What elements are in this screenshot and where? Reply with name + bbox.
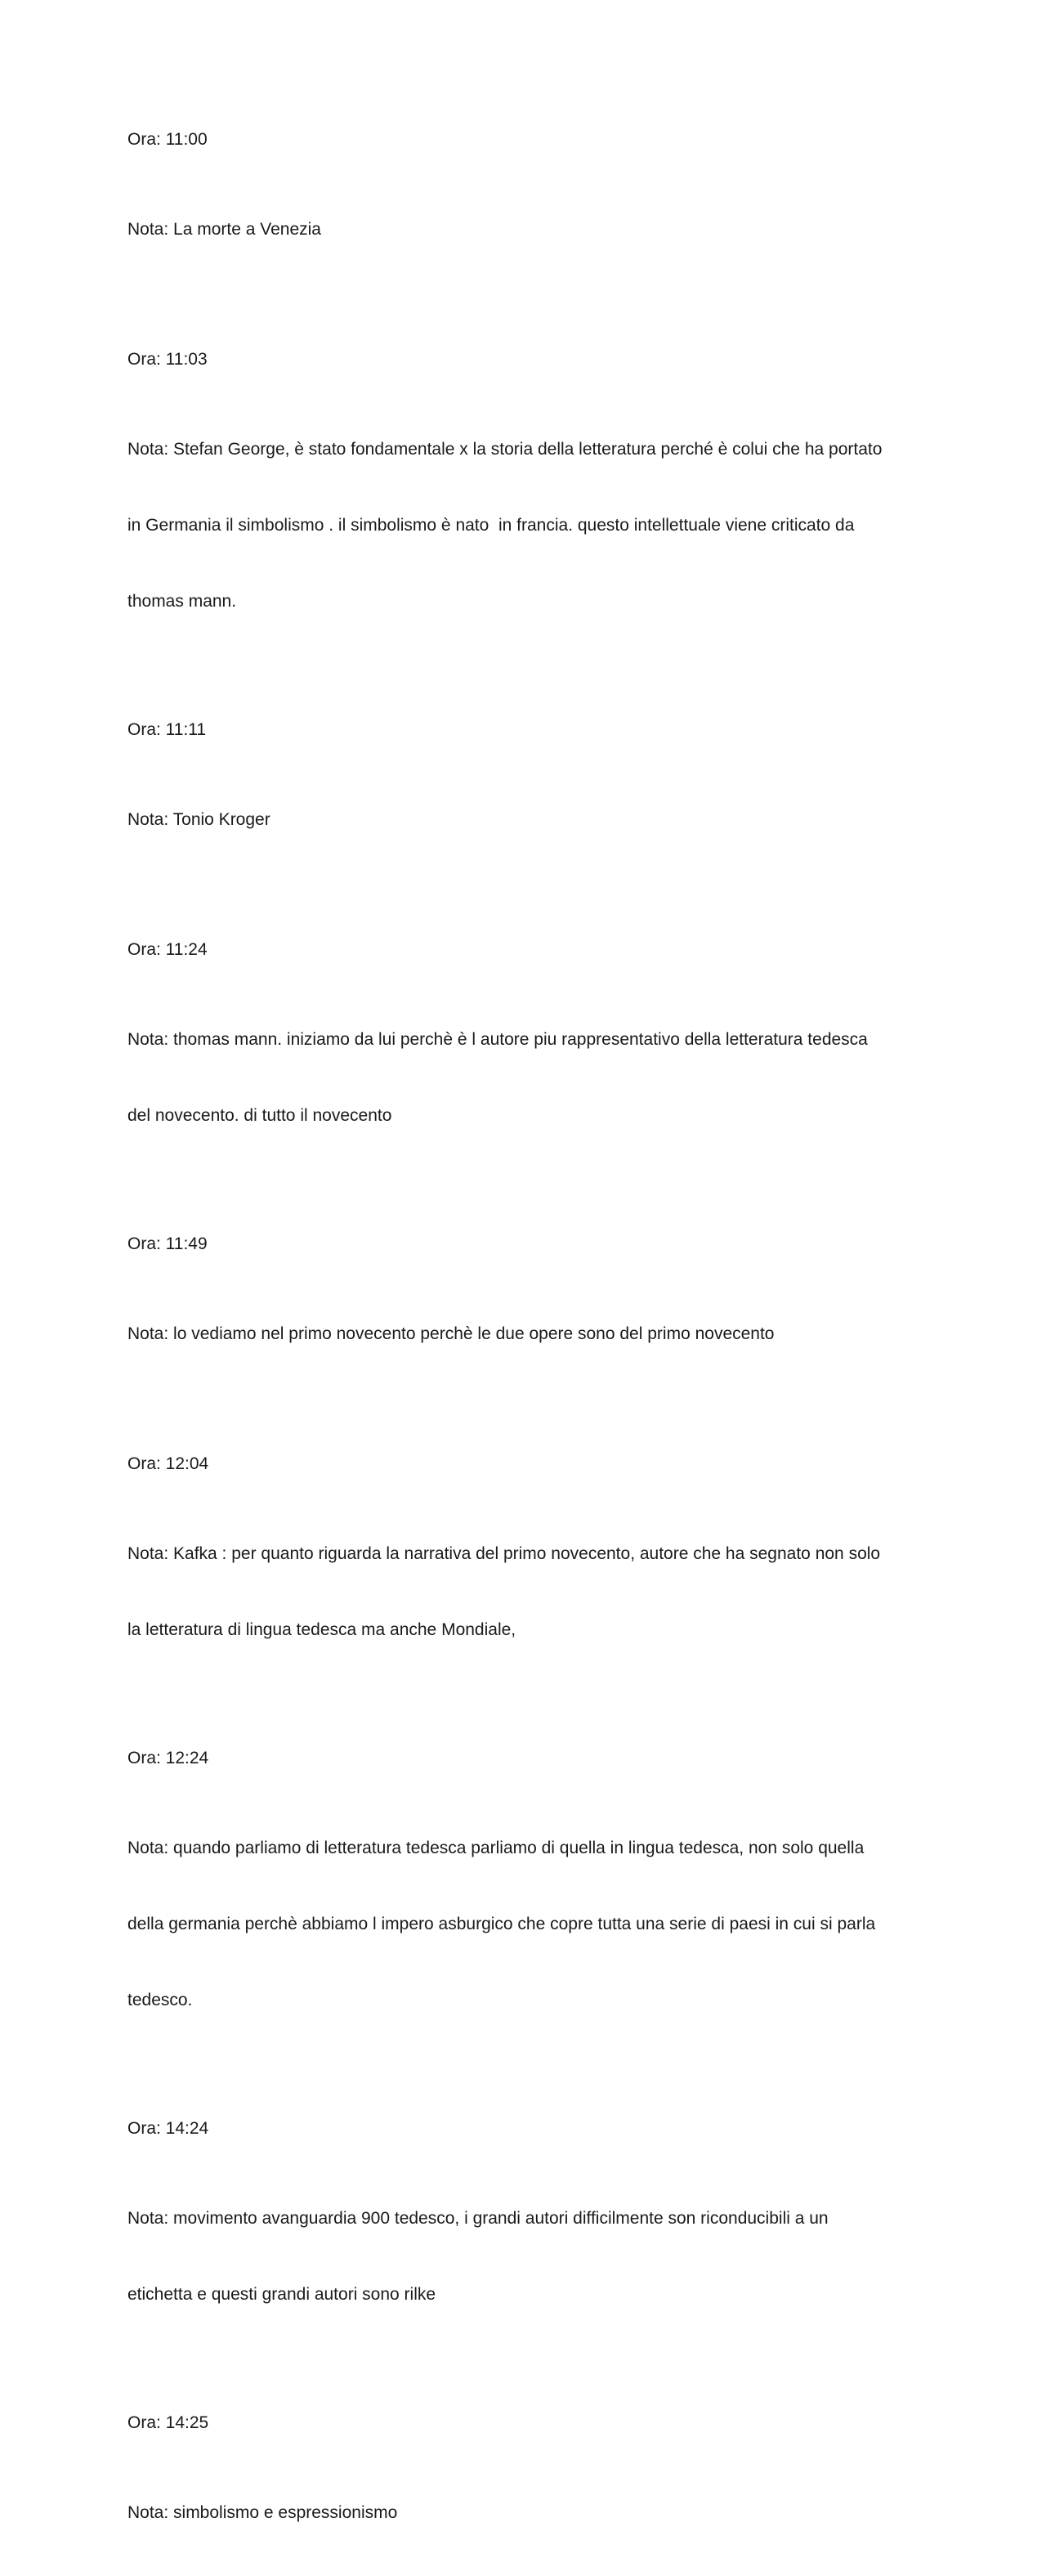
note-line: Nota: La morte a Venezia [127, 220, 321, 239]
entry-time: Ora: 11:49 [127, 1234, 208, 1253]
entry-time: Ora: 12:24 [127, 1749, 209, 1767]
note-line: della germania perchè abbiamo l impero asburgico che copre tutta una serie di paesi in cui si parla [127, 1915, 876, 1933]
note-line: Nota: simbolismo e espressionismo [127, 2503, 398, 2522]
note-line: la letteratura di lingua tedesca ma anche Mondiale, [127, 1620, 516, 1639]
note-entry [127, 347, 928, 665]
note-line: Nota: Kafka : per quanto riguarda la narrativa del primo novecento, autore che ha segnato non solo [127, 1544, 881, 1563]
entry-time: Ora: 14:24 [127, 2119, 209, 2138]
note-line: in Germania il simbolismo . il simbolismo è nato in francia. questo intellettuale viene criticato da [127, 516, 855, 535]
note-entry [127, 1451, 928, 1693]
note-line: Nota: quando parliamo di letteratura tedesca parliamo di quella in lingua tedesca, non solo quella [127, 1839, 865, 1857]
note-line: Nota: Stefan George, è stato fondamentale x la storia della letteratura perché è colui che ha portato [127, 440, 883, 459]
entry-note [127, 756, 928, 883]
entry-time: Ora: 11:00 [127, 130, 208, 149]
note-entry [127, 2116, 928, 2358]
entry-note [127, 386, 928, 665]
note-entry [127, 2410, 928, 2576]
note-line: thomas mann. [127, 592, 237, 611]
note-line: Nota: lo vediamo nel primo novecento perchè le due opere sono del primo novecento [127, 1324, 775, 1343]
document-page [127, 127, 928, 2576]
note-entry [127, 127, 928, 293]
note-line: Nota: thomas mann. iniziamo da lui perchè è l autore piu rappresentativo della letteratura tedesca [127, 1030, 868, 1049]
entry-note [127, 1270, 928, 1397]
note-entry [127, 717, 928, 883]
note-entry [127, 937, 928, 1179]
entry-time: Ora: 12:04 [127, 1454, 209, 1473]
note-line: etichetta e questi grandi autori sono rilke [127, 2285, 436, 2304]
note-line: Nota: Tonio Kroger [127, 810, 270, 829]
entry-note [127, 2155, 928, 2358]
note-line: del novecento. di tutto il novecento [127, 1106, 392, 1125]
note-entry [127, 1745, 928, 2063]
entry-note [127, 166, 928, 293]
entry-time: Ora: 11:24 [127, 940, 208, 959]
entry-note [127, 2449, 928, 2576]
entry-time: Ora: 11:03 [127, 350, 208, 369]
note-entry [127, 1231, 928, 1397]
note-line: Nota: movimento avanguardia 900 tedesco, i grandi autori difficilmente son riconducibili a un [127, 2209, 829, 2228]
entry-note [127, 1785, 928, 2063]
note-line: tedesco. [127, 1991, 193, 2009]
entry-time: Ora: 11:11 [127, 720, 207, 739]
entry-note [127, 1490, 928, 1693]
entry-time: Ora: 14:25 [127, 2413, 209, 2432]
entry-note [127, 976, 928, 1179]
